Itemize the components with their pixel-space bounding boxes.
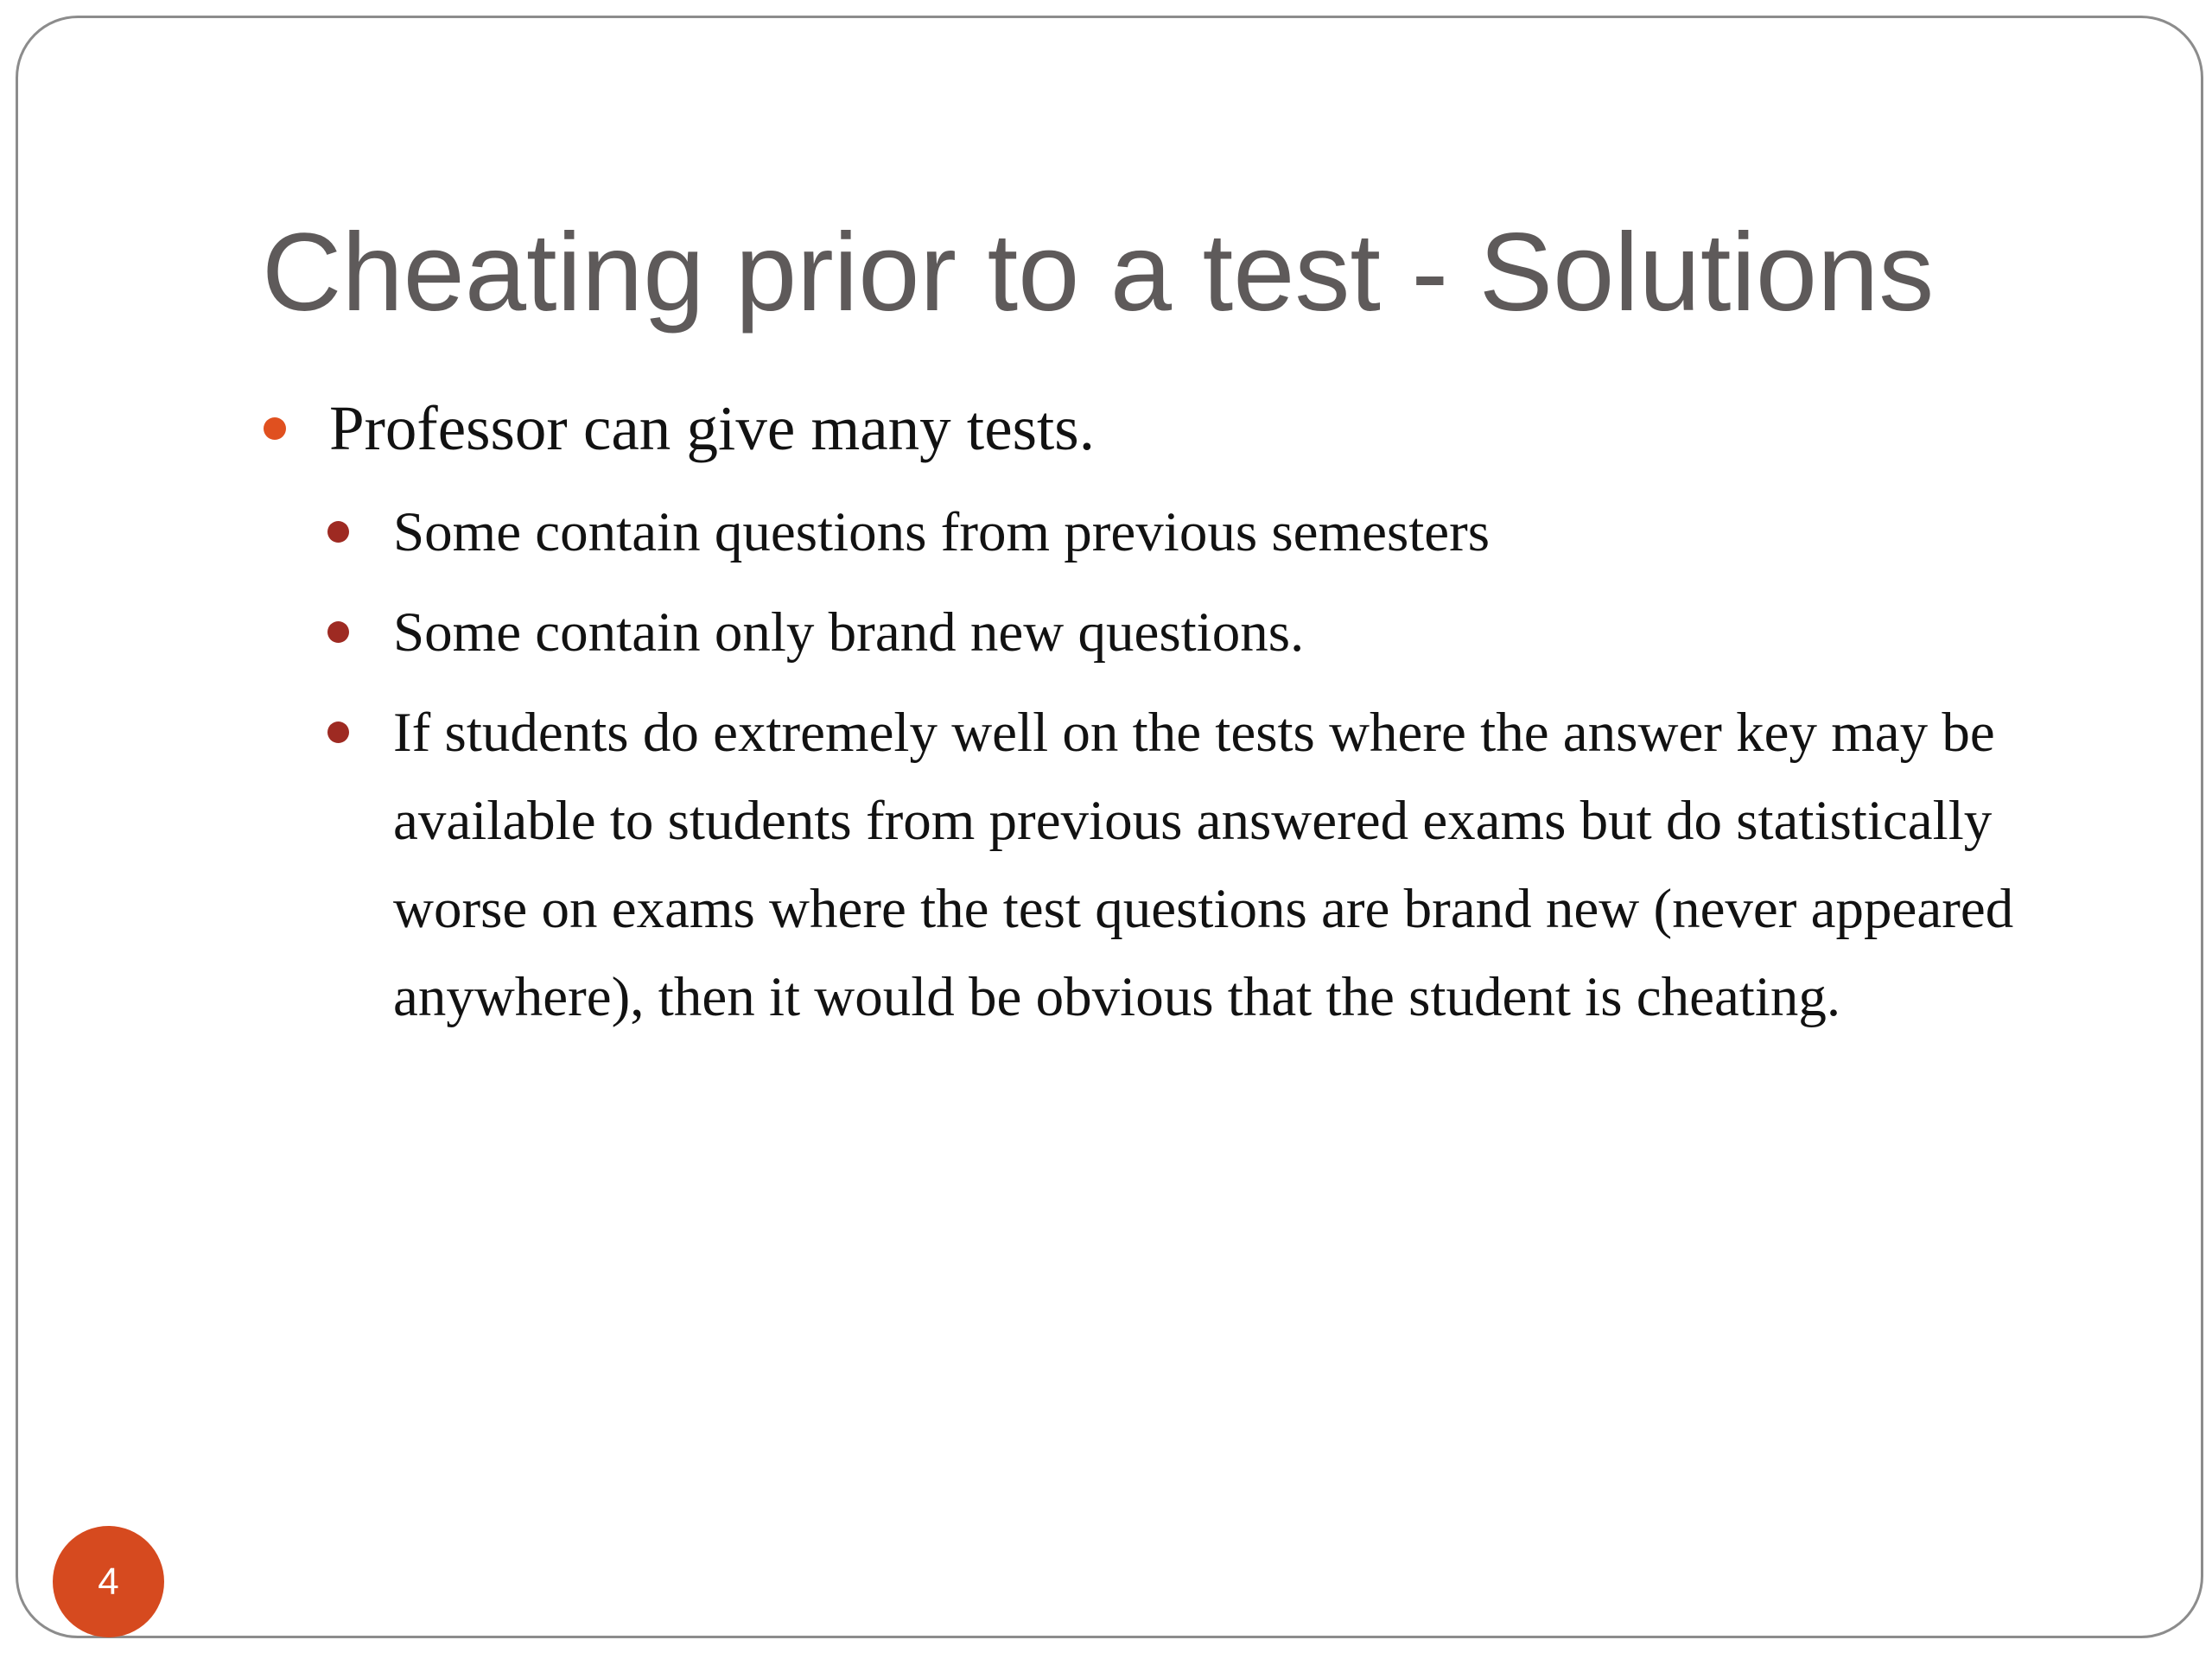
sub-bullet-dot-icon — [327, 521, 349, 543]
sub-bullet-item — [327, 588, 2111, 677]
sub-bullet-list — [329, 488, 2111, 1041]
bullet-item-level1 — [262, 381, 2111, 1041]
sub-bullet-dot-icon — [327, 621, 349, 643]
bullet-list — [262, 381, 2111, 1041]
slide-title: Cheating prior to a test - Solutions — [262, 211, 1935, 334]
slide-frame — [16, 16, 2203, 1638]
sub-bullet-item — [327, 488, 2111, 576]
sub-bullet-text: Some contain only brand new questions. — [393, 601, 1305, 664]
sub-bullet-text: Some contain questions from previous semesters — [393, 501, 1491, 563]
sub-bullet-dot-icon — [327, 721, 349, 743]
bullet-text: Professor can give many tests. — [329, 393, 1095, 463]
sub-bullet-item — [327, 689, 2111, 1041]
sub-bullet-text: If students do extremely well on the tests where the answer key may be available to students from previous answered exams but do statistically worse on exams where the test questions are brand new (never appeared anywhere), then it would be obvious that the student is cheating. — [393, 702, 2014, 1028]
slide-number-badge: 4 — [53, 1526, 164, 1637]
bullet-dot-icon — [264, 417, 286, 440]
